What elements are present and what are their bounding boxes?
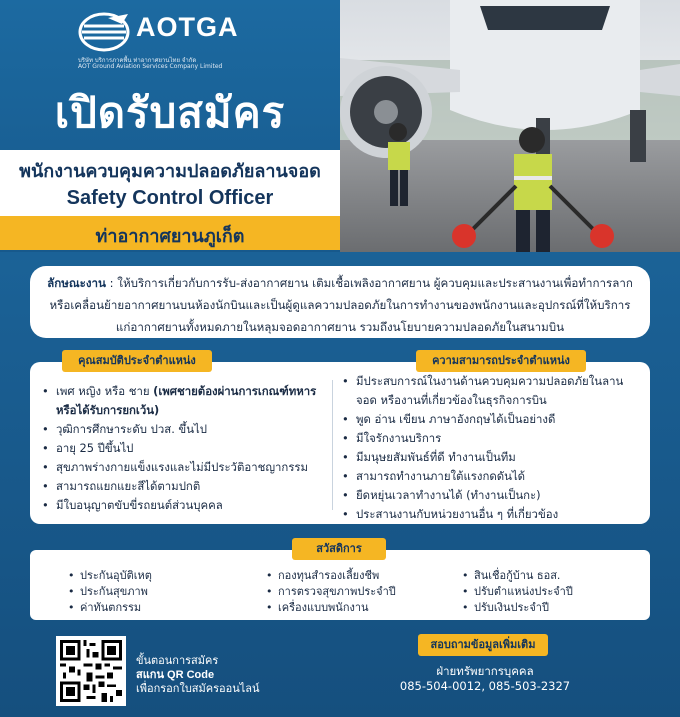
benefits-column-3 [460,568,573,616]
position-title-en: Safety Control Officer [66,187,274,209]
location-banner [0,216,340,250]
apply-line-3: เพื่อกรอกใบสมัครออนไลน์ [136,682,260,695]
list-item: • สุขภาพร่างกายแข็งแรงและไม่มีประวัติอาชญากรรม [40,458,330,477]
logo-subtitle-th: บริษัท บริการภาคพื้น ท่าอากาศยานไทย จำกัด [78,57,197,64]
list-item: • ค่าทันตกรรม [66,600,152,616]
skills-list [340,372,640,524]
list-item: • ประสานงานกับหน่วยงานอื่น ๆ ที่เกี่ยวข้อง [340,505,640,524]
contact-info [380,664,590,694]
benefits-column-2 [264,568,396,616]
list-item: • ประกันสุขภาพ [66,584,152,600]
list-item: • มีมนุษยสัมพันธ์ที่ดี ทำงานเป็นทีม [340,448,640,467]
logo-subtitle-en: AOT Ground Aviation Services Company Limited [78,63,223,70]
gender-text: เพศ หญิง หรือ ชาย [56,384,154,398]
list-item: • อายุ 25 ปีขึ้นไป [40,439,330,458]
position-title-th: พนักงานควบคุมความปลอดภัยลานจอด [19,161,321,182]
list-item: • มีใบอนุญาตขับขี่รถยนต์ส่วนบุคคล [40,496,330,515]
list-item: • พูด อ่าน เขียน ภาษาอังกฤษได้เป็นอย่างดี [340,410,640,429]
apply-line-2: สแกน QR Code [136,669,215,681]
list-item: • มีประสบการณ์ในงานด้านควบคุมความปลอดภัยในลานจอด หรืองานที่เกี่ยวข้องในธุรกิจการบิน [340,372,640,410]
qualifications-list [40,382,330,515]
contact-phones[interactable]: 085-504-0012, 085-503-2327 [399,679,571,693]
contact-heading: สอบถามข้อมูลเพิ่มเติม [418,634,548,656]
position-title-box [0,150,340,216]
headline: เปิดรับสมัคร [54,88,286,137]
job-description-text: : ให้บริการเกี่ยวกับการรับ-ส่งอากาศยาน เติมเชื้อเพลิงอากาศยาน ผู้ควบคุมและประสานงานเพื่อทำการลากหรือเคลื่อนย้ายอากาศยานบนห้องนักบินและเป็นผู้ดูแลความปลอดภัยในการทำงานของพนักงานและอุปกรณ์ที่ให้บริการแก่อากาศยานทั้งหมดภายในหลุมจอดอากาศยาน รวมถึงนโยบายความปลอดภัยในสนามบิน [49,276,633,334]
list-item: • การตรวจสุขภาพประจำปี [264,584,396,600]
job-description [30,266,650,338]
list-item: • มีใจรักงานบริการ [340,429,640,448]
benefits-heading: สวัสดิการ [292,538,386,560]
apply-line-1: ขั้นตอนการสมัคร [136,654,219,667]
hero-section [0,0,680,252]
apply-instructions [136,654,260,696]
list-item: • สินเชื่อกู้บ้าน ธอส. [460,568,573,584]
airport-apron-photo [340,0,680,252]
list-item: • สามารถแยกแยะสีได้ตามปกติ [40,477,330,496]
hero-left-panel [0,0,340,252]
list-item: • สามารถทำงานภายใต้แรงกดดันได้ [340,467,640,486]
list-item [40,382,330,420]
job-description-label: ลักษณะงาน [47,276,106,290]
company-logo [78,12,258,72]
card-divider [332,380,333,510]
list-item: • ประกันอุบัติเหตุ [66,568,152,584]
aotga-logo-icon [78,12,134,54]
application-qr-code[interactable] [56,636,126,706]
list-item: • เครื่องแบบพนักงาน [264,600,396,616]
skills-heading: ความสามารถประจำตำแหน่ง [416,350,586,372]
location-text: ท่าอากาศยานภูเก็ต [95,226,245,247]
contact-department: ฝ่ายทรัพยากรบุคคล [436,664,534,678]
qr-code-icon [60,640,122,702]
list-item: • วุฒิการศึกษาระดับ ปวส. ขึ้นไป [40,420,330,439]
list-item: • ยืดหยุ่นเวลาทำงานได้ (ทำงานเป็นกะ) [340,486,640,505]
qualifications-heading: คุณสมบัติประจำตำแหน่ง [62,350,212,372]
list-item: • ปรับเงินประจำปี [460,600,573,616]
list-item: • ปรับตำแหน่งประจำปี [460,584,573,600]
logo-wordmark: AOTGA [136,12,239,42]
gender-condition: (เพศชายต้องผ่านการเกณฑ์ทหารหรือได้รับการยกเว้น) [56,384,317,417]
list-item: • กองทุนสำรองเลี้ยงชีพ [264,568,396,584]
benefits-column-1 [66,568,152,616]
